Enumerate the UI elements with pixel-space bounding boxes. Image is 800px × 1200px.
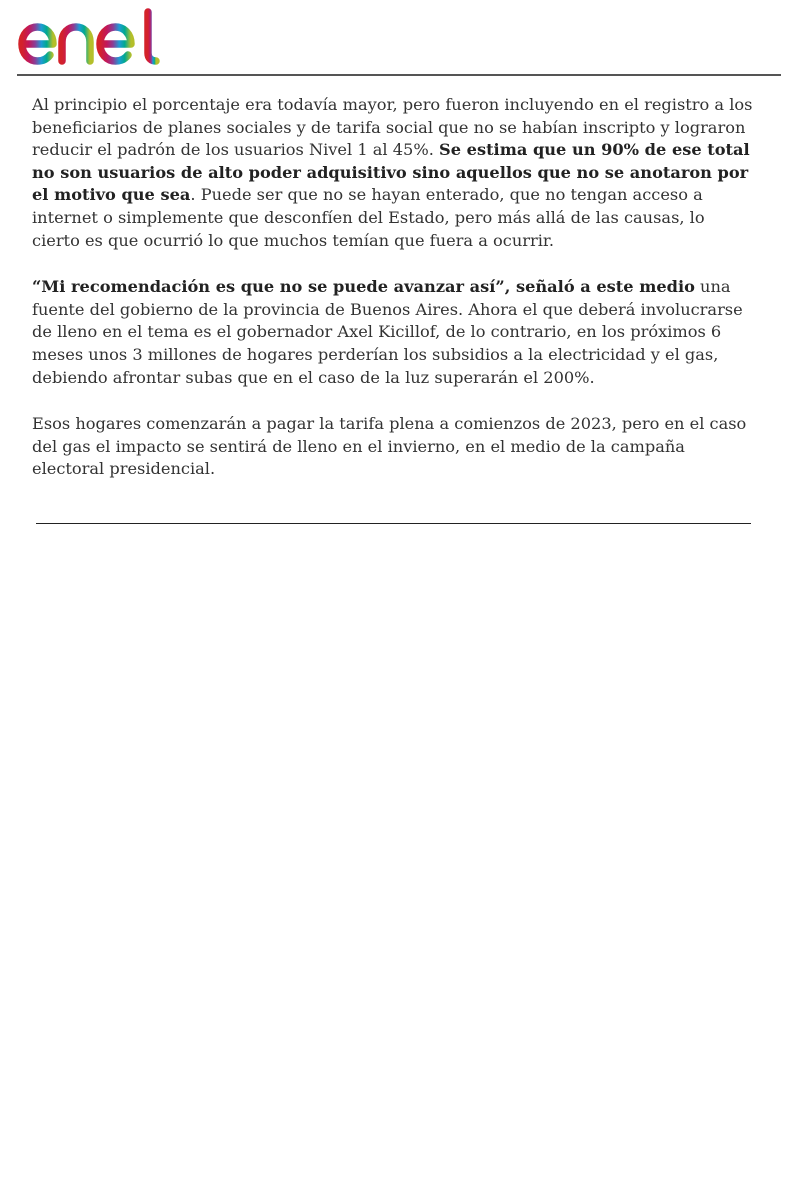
enel-logo-icon xyxy=(16,8,172,68)
article-end-divider xyxy=(36,523,751,524)
paragraph-highlight: Se estima que un 90% de ese total no son usuarios de alto poder adquisitivo sino aquellos que no se anotaron por el motivo que sea xyxy=(32,140,750,205)
paragraph-text: . Puede ser que no se hayan enterado, que no tengan acceso a internet o simplemente que desconfíen del Estado, pero más allá de las causas, lo cierto es que ocurrió lo que muchos temían que fuera a ocurrir. xyxy=(32,185,705,250)
paragraph-text: Al principio el porcentaje era todavía mayor, pero fueron incluyendo en el registro a los beneficiarios de planes sociales y de tarifa social que no se habían inscripto y lograron reducir el padrón de los usuarios Nivel 1 al 45%. xyxy=(32,95,753,160)
article-body xyxy=(32,94,756,505)
paragraph-text: Esos hogares comenzarán a pagar la tarifa plena a comienzos de 2023, pero en el caso del gas el impacto se sentirá de lleno en el invierno, en el medio de la campaña electoral presidencial. xyxy=(32,414,747,479)
enel-logo[interactable] xyxy=(16,8,172,68)
article-paragraph-3 xyxy=(32,413,756,481)
header-divider xyxy=(17,74,781,76)
article-paragraph-1 xyxy=(32,94,756,252)
paragraph-quote: “Mi recomendación es que no se puede avanzar así”, señaló a este medio xyxy=(32,277,695,297)
article-paragraph-2 xyxy=(32,276,756,389)
site-header xyxy=(0,0,800,76)
paragraph-text: una fuente del gobierno de la provincia de Buenos Aires. Ahora el que deberá involucrarse de lleno en el tema es el gobernador Axel Kicillof, de lo contrario, en los próximos 6 meses unos 3 millones de hogares perderían los subsidios a la electricidad y el gas, debiendo afrontar subas que en el caso de la luz superarán el 200%. xyxy=(32,277,743,387)
